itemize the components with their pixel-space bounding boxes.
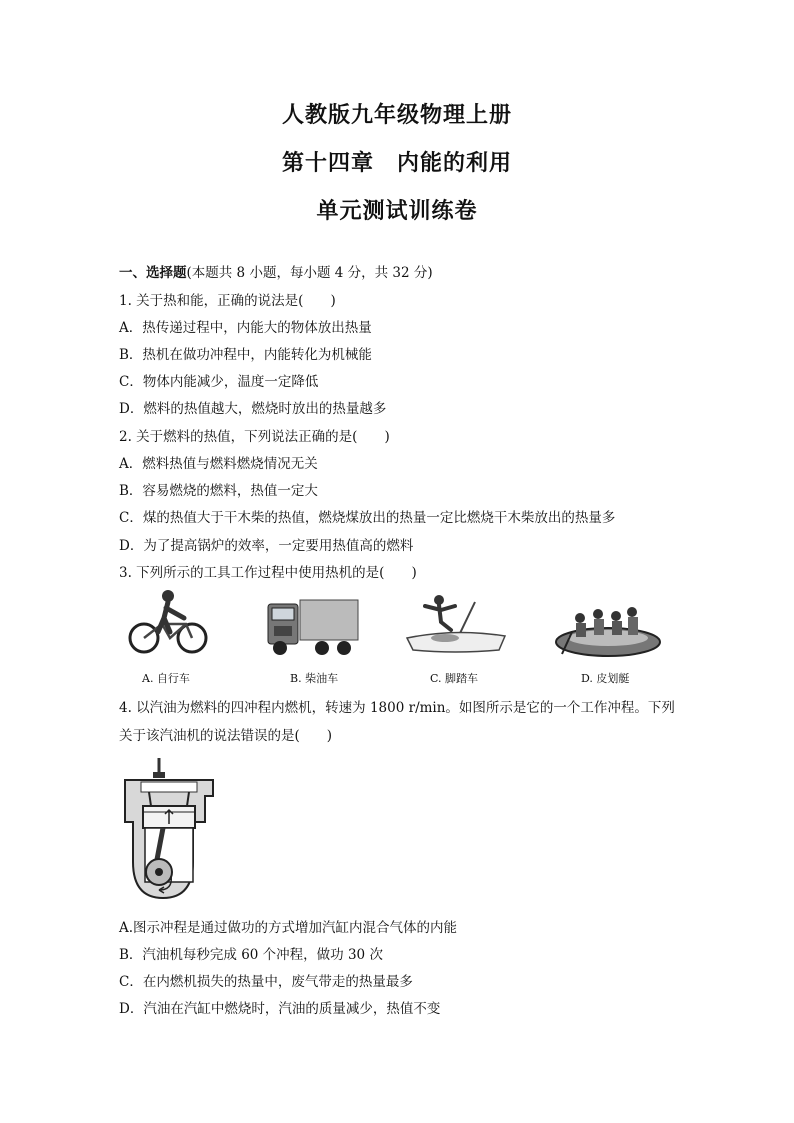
q2-option-b: B．容易燃烧的燃料，热值一定大 — [119, 483, 318, 499]
q3-caption-a: A. 自行车 — [142, 672, 190, 685]
test-title: 单元测试训练卷 — [316, 199, 478, 224]
q3-caption-c: C. 脚踏车 — [430, 672, 479, 685]
q2-stem: 2. 关于燃料的热值，下列说法正确的是( ) — [119, 429, 390, 445]
q4-stem-line1: 4. 以汽油为燃料的四冲程内燃机，转速为 1800 r/min。如图所示是它的一个工作冲程。下列 — [119, 700, 675, 716]
q3-caption-d: D. 皮划艇 — [581, 672, 630, 685]
section-desc: (本题共 8 小题，每小题 4 分，共 32 分) — [186, 265, 433, 281]
q2-option-a: A．燃料热值与燃料燃烧情况无关 — [119, 456, 318, 472]
q4-option-c: C．在内燃机损失的热量中，废气带走的热量最多 — [119, 974, 413, 990]
q1-option-b: B．热机在做功冲程中，内能转化为机械能 — [119, 347, 372, 363]
q3-stem: 3. 下列所示的工具工作过程中使用热机的是( ) — [119, 565, 417, 581]
chapter-title: 第十四章 内能的利用 — [281, 151, 512, 176]
pedal-boat-illustration — [405, 592, 507, 660]
bicycle-illustration — [128, 588, 210, 660]
q2-option-c: C．煤的热值大于干木柴的热值，燃烧煤放出的热量一定比燃烧干木柴放出的热量多 — [119, 510, 616, 526]
q1-option-d: D．燃料的热值越大，燃烧时放出的热量越多 — [119, 401, 387, 417]
q4-option-d: D．汽油在汽缸中燃烧时，汽油的质量减少，热值不变 — [119, 1001, 441, 1017]
q1-option-c: C．物体内能减少，温度一定降低 — [119, 374, 319, 390]
q2-option-d: D．为了提高锅炉的效率，一定要用热值高的燃料 — [119, 538, 414, 554]
q4-option-a: A.图示冲程是通过做功的方式增加汽缸内混合气体的内能 — [119, 920, 458, 936]
section-heading — [119, 261, 433, 281]
section-label: 一、选择题 — [119, 265, 187, 281]
q3-caption-b: B. 柴油车 — [290, 672, 339, 685]
diesel-truck-illustration — [266, 598, 360, 658]
q1-option-a: A．热传递过程中，内能大的物体放出热量 — [119, 320, 372, 336]
q1-stem: 1. 关于热和能，正确的说法是( ) — [119, 293, 336, 309]
engine-cylinder-diagram — [119, 758, 219, 906]
q4-option-b: B．汽油机每秒完成 60 个冲程，做功 30 次 — [119, 947, 383, 963]
doc-title: 人教版九年级物理上册 — [281, 103, 512, 128]
q4-stem-line2: 关于该汽油机的说法错误的是( ) — [119, 728, 333, 744]
raft-illustration — [550, 602, 662, 660]
